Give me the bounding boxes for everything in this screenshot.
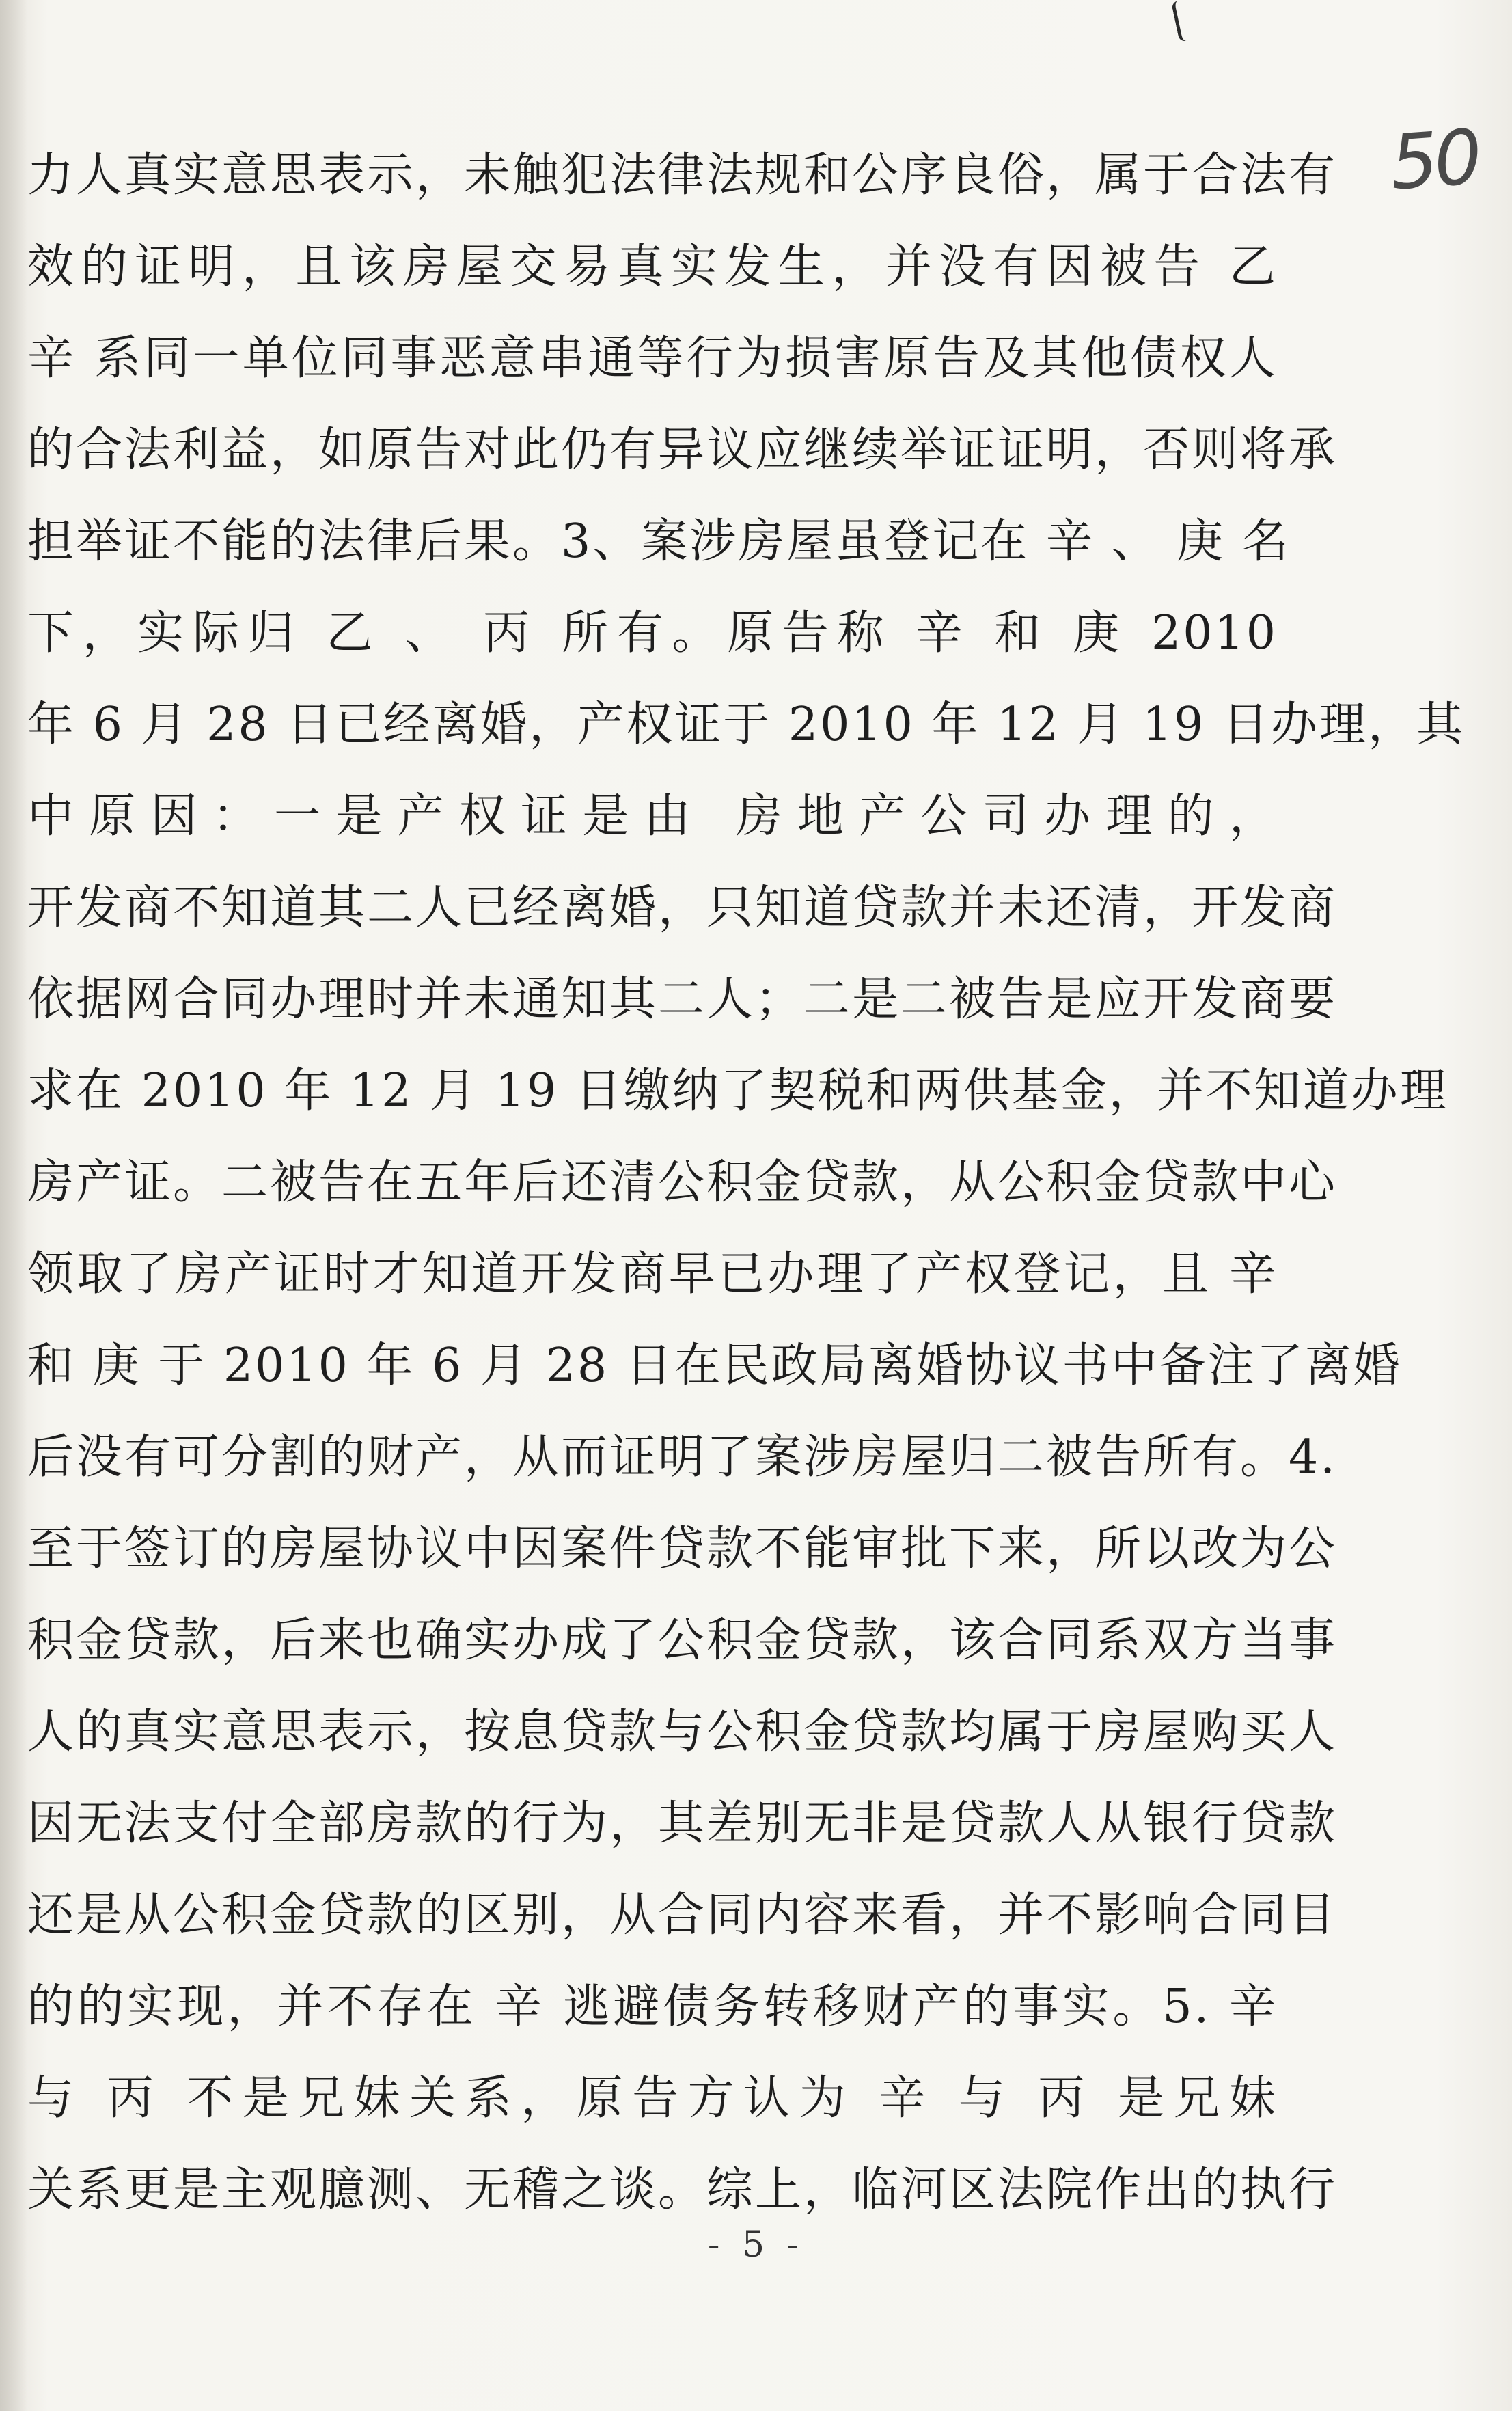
text-line: 和 庚 于 2010 年 6 月 28 日在民政局离婚协议书中备注了离婚: [27, 1339, 1402, 1393]
top-pen-mark: [1171, 0, 1196, 42]
text-line: 房产证。二被告在五年后还清公积金贷款，从公积金贷款中心: [27, 1156, 1338, 1210]
text-line: 中原因：一是产权证是由 房地产公司办理的，: [27, 789, 1278, 843]
page-number: - 5 -: [707, 2224, 805, 2265]
text-line: 至于签订的房屋协议中因案件贷款不能审批下来，所以改为公: [27, 1522, 1338, 1576]
text-line: 年 6 月 28 日已经离婚，产权证于 2010 年 12 月 19 日办理，其: [27, 698, 1466, 752]
text-line: 辛 系同一单位同事恶意串通等行为损害原告及其他债权人: [27, 331, 1278, 385]
text-line: 依据网合同办理时并未通知其二人；二是二被告是应开发商要: [27, 972, 1338, 1026]
text-line: 效的证明，且该房屋交易真实发生，并没有因被告 乙: [27, 240, 1278, 294]
text-line: 关系更是主观臆测、无稽之谈。综上，临河区法院作出的执行: [27, 2163, 1338, 2217]
text-line: 的合法利益，如原告对此仍有异议应继续举证证明，否则将承: [27, 423, 1338, 477]
text-line: 领取了房产证时才知道开发商早已办理了产权登记，且 辛: [27, 1247, 1278, 1301]
text-line: 的的实现，并不存在 辛 逃避债务转移财产的事实。5. 辛: [27, 1980, 1278, 2034]
text-line: 与 丙 不是兄妹关系，原告方认为 辛 与 丙 是兄妹: [27, 2071, 1278, 2125]
text-line: 担举证不能的法律后果。3、案涉房屋虽登记在 辛 、 庚 名: [27, 515, 1291, 569]
handwritten-page-annotation: 50: [1387, 113, 1481, 207]
text-line: 还是从公积金贷款的区别，从合同内容来看，并不影响合同目: [27, 1888, 1338, 1942]
text-line: 力人真实意思表示，未触犯法律法规和公序良俗，属于合法有: [27, 148, 1338, 202]
text-line: 人的真实意思表示，按息贷款与公积金贷款均属于房屋购买人: [27, 1705, 1338, 1759]
text-line: 因无法支付全部房款的行为，其差别无非是贷款人从银行贷款: [27, 1797, 1338, 1851]
text-line: 下，实际归 乙 、 丙 所有。原告称 辛 和 庚 2010: [27, 606, 1278, 660]
text-line: 求在 2010 年 12 月 19 日缴纳了契税和两供基金，并不知道办理: [27, 1064, 1448, 1118]
text-line: 开发商不知道其二人已经离婚，只知道贷款并未还清，开发商: [27, 881, 1338, 935]
text-line: 后没有可分割的财产，从而证明了案涉房屋归二被告所有。4.: [27, 1430, 1337, 1484]
binding-shadow: [0, 0, 27, 2411]
text-line: 积金贷款，后来也确实办成了公积金贷款，该合同系双方当事: [27, 1613, 1338, 1667]
